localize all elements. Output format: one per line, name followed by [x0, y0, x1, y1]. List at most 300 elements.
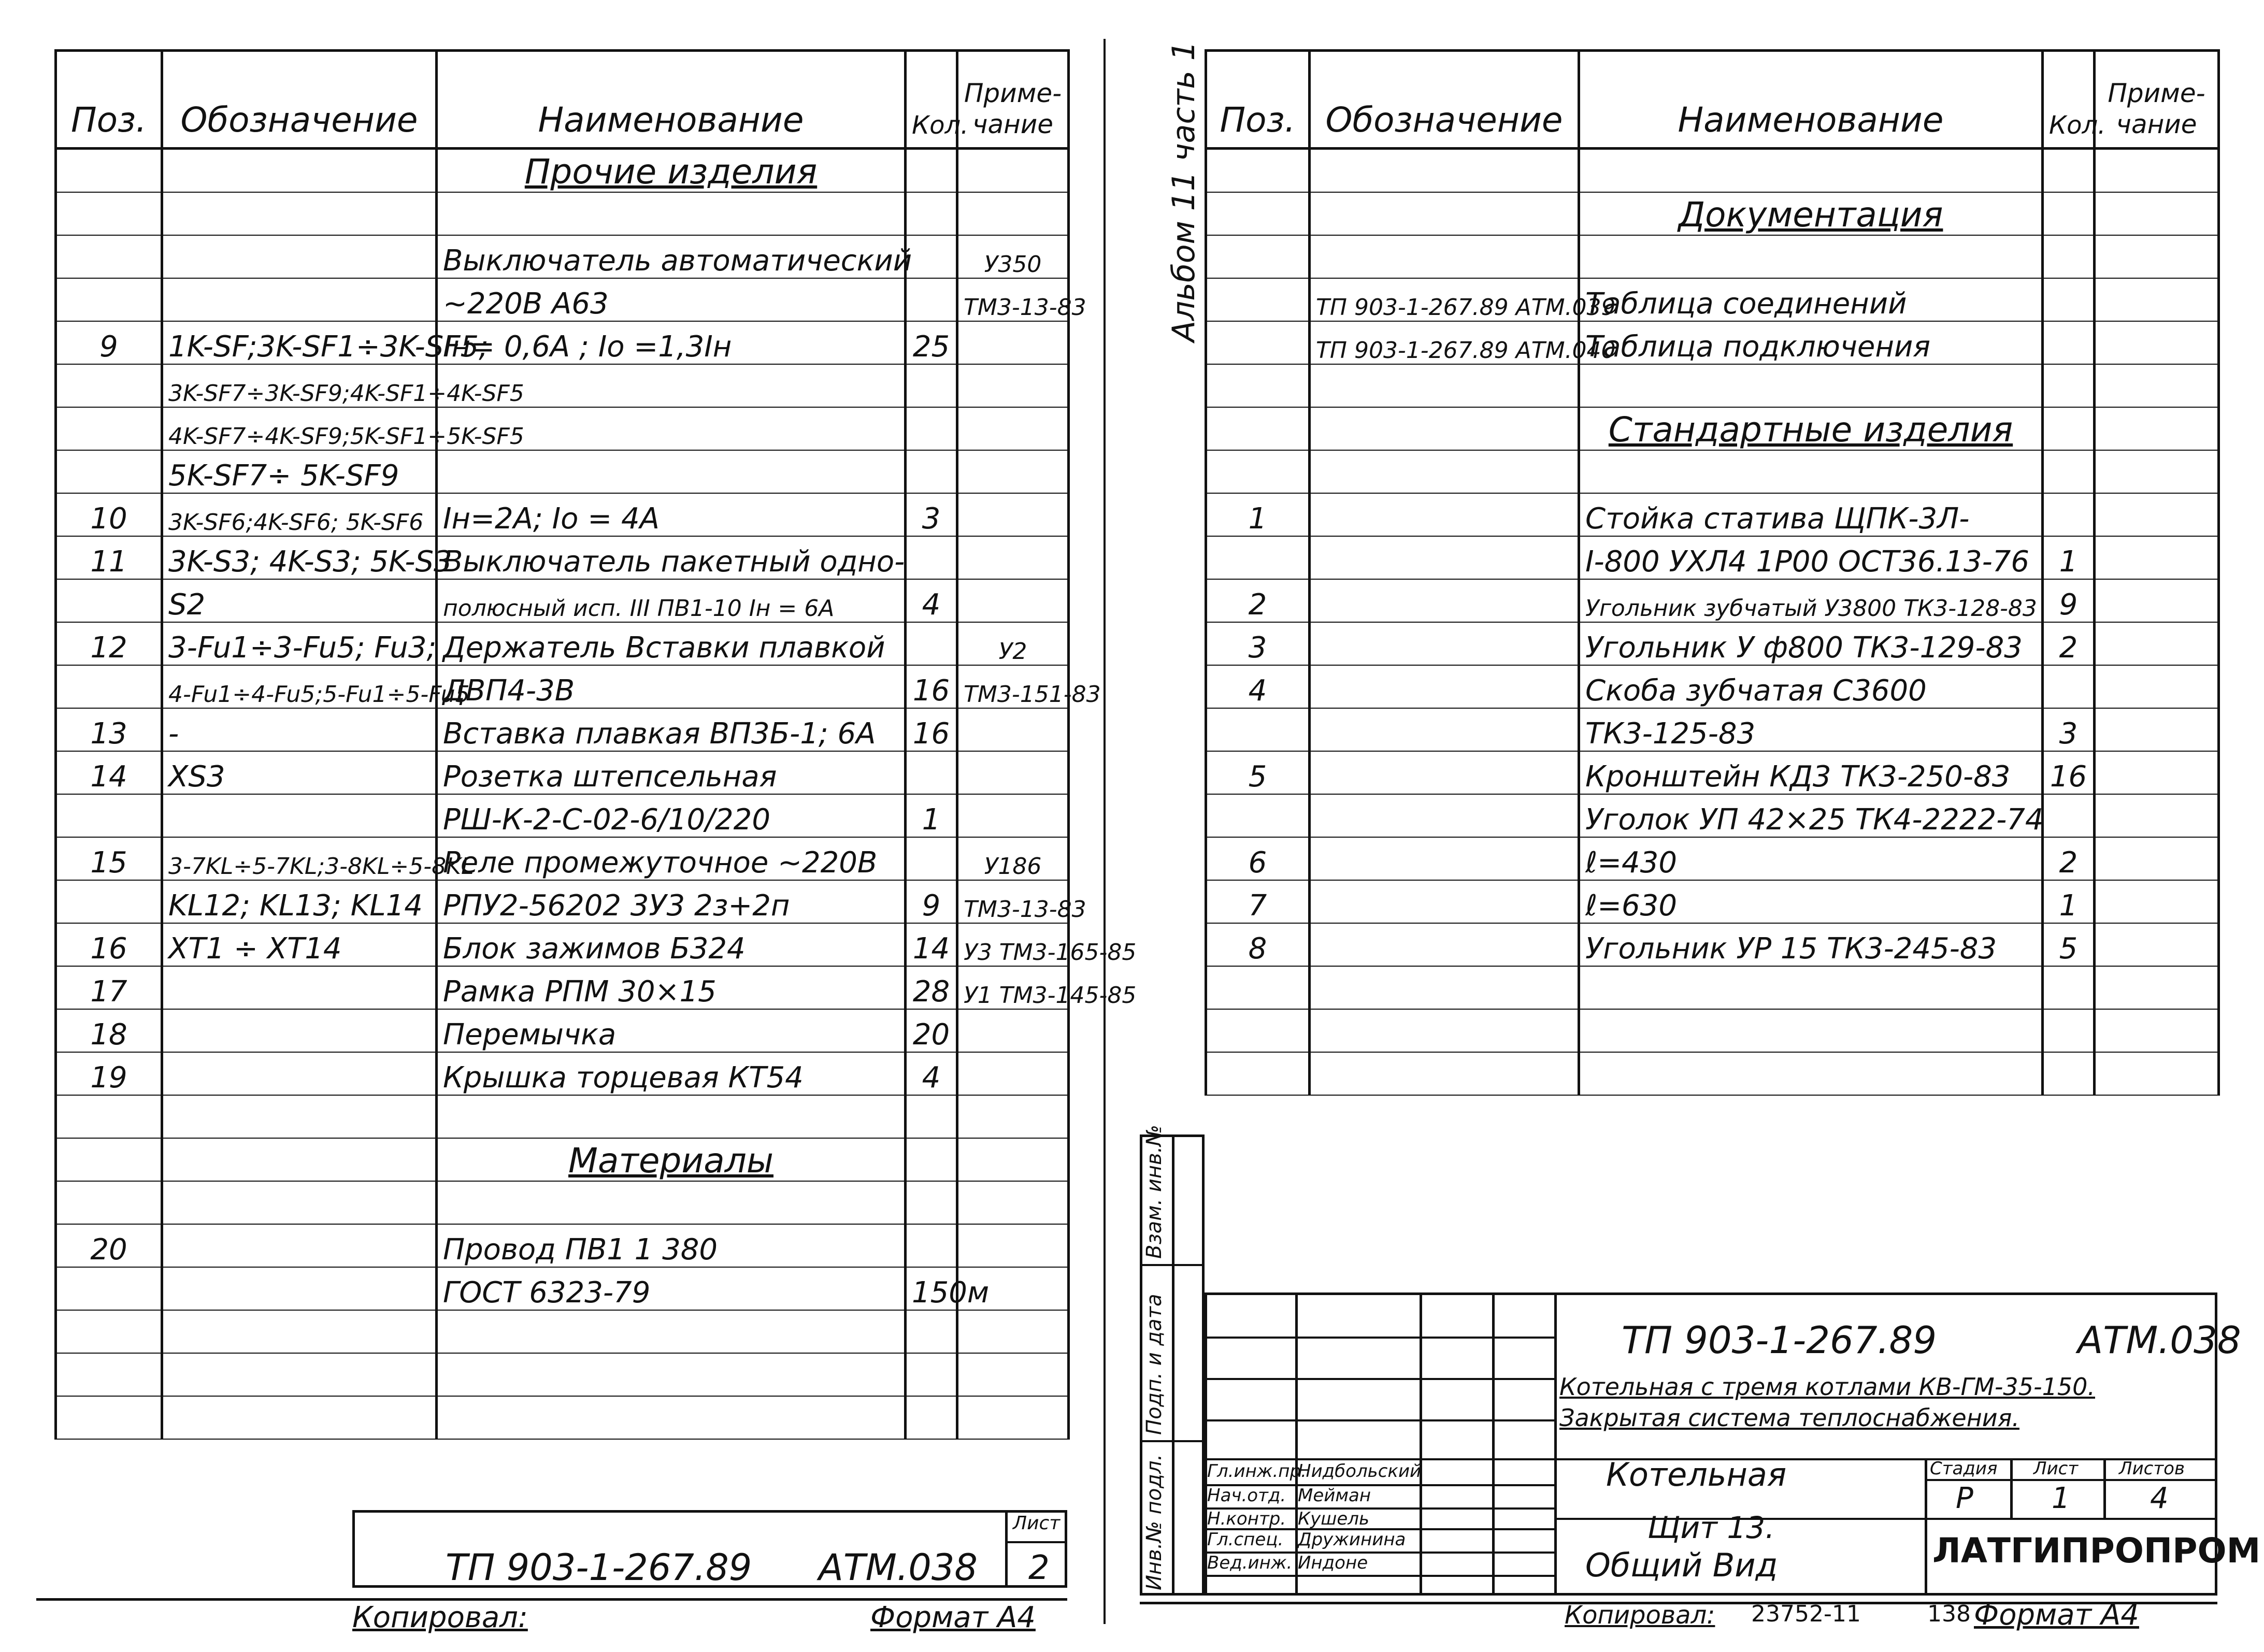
table-row — [56, 1353, 1069, 1396]
cell-name: Iн= 0,6А ; Iо =1,3Iн — [437, 321, 906, 364]
table-row — [1206, 923, 2219, 966]
table-row — [56, 1224, 1069, 1267]
cell-note — [957, 536, 1069, 579]
cell-name — [1579, 1052, 2043, 1095]
cell-note — [957, 1095, 1069, 1138]
table-row — [56, 149, 1069, 193]
cell-note — [2095, 708, 2219, 751]
header-pos: Поз. — [56, 51, 162, 149]
cell-qty — [2043, 364, 2095, 407]
cell-note — [957, 751, 1069, 794]
cell-name: Перемычка — [437, 1009, 906, 1052]
cell-des — [162, 192, 437, 235]
side-label-inv: Инв.№ подл. — [1142, 1454, 1166, 1590]
cell-pos — [56, 880, 162, 923]
cell-pos — [1206, 321, 1310, 364]
cell-name: Документация — [1579, 192, 2043, 235]
cell-qty: 16 — [906, 708, 957, 751]
project-title-2: Закрытая система теплоснабжения. — [1559, 1404, 2019, 1432]
cell-name: Стандартные изделия — [1579, 407, 2043, 450]
cell-note — [957, 149, 1069, 193]
cell-qty: 150м — [906, 1267, 957, 1310]
cell-qty — [906, 1138, 957, 1181]
cell-des — [162, 1052, 437, 1095]
r-header-pos: Поз. — [1206, 51, 1310, 149]
table-row — [56, 278, 1069, 321]
table-row — [56, 1138, 1069, 1181]
cell-name: Угольник УР 15 ТК3-245-83 — [1579, 923, 2043, 966]
table-row — [56, 1396, 1069, 1439]
cell-name: Вставка плавкая ВП3Б-1; 6А — [437, 708, 906, 751]
cell-note — [2095, 1009, 2219, 1052]
cell-des — [162, 794, 437, 837]
cell-note — [2095, 407, 2219, 450]
table-row — [56, 364, 1069, 407]
cell-des — [162, 1138, 437, 1181]
table-row — [56, 1267, 1069, 1310]
cell-note — [957, 364, 1069, 407]
header-qty: Кол. — [906, 51, 957, 149]
cell-pos — [56, 450, 162, 493]
cell-des — [1310, 235, 1579, 278]
right-spec-table — [1205, 49, 2220, 1096]
cell-des: XT1 ÷ XT14 — [162, 923, 437, 966]
cell-qty: 3 — [906, 493, 957, 536]
cell-name: Выключатель автоматический — [437, 235, 906, 278]
cell-pos — [1206, 407, 1310, 450]
cell-qty — [906, 235, 957, 278]
cell-note — [957, 450, 1069, 493]
approver-role: Нач.отд. — [1207, 1485, 1286, 1506]
cell-name: Iн=2А; Iо = 4А — [437, 493, 906, 536]
table-row — [56, 192, 1069, 235]
cell-note — [2095, 278, 2219, 321]
cell-qty — [906, 1181, 957, 1224]
cell-name — [437, 1396, 906, 1439]
cell-name: РПУ2-56202 3У3 2з+2п — [437, 880, 906, 923]
cell-pos — [56, 665, 162, 708]
table-row — [1206, 579, 2219, 622]
cell-qty — [2043, 794, 2095, 837]
table-row — [1206, 794, 2219, 837]
cell-note — [2095, 579, 2219, 622]
cell-note — [957, 1138, 1069, 1181]
cell-des — [162, 1267, 437, 1310]
table-row — [56, 880, 1069, 923]
cell-name — [437, 1353, 906, 1396]
cell-name: Блок зажимов Б324 — [437, 923, 906, 966]
cell-pos — [1206, 536, 1310, 579]
cell-qty — [906, 1396, 957, 1439]
cell-qty — [906, 622, 957, 665]
table-row — [56, 1181, 1069, 1224]
cell-qty — [2043, 192, 2095, 235]
cell-pos — [1206, 794, 1310, 837]
cell-note — [2095, 1052, 2219, 1095]
cell-pos — [56, 364, 162, 407]
cell-qty — [2043, 1052, 2095, 1095]
sheet-divider — [1104, 39, 1106, 1624]
cell-pos — [56, 407, 162, 450]
table-row — [56, 1095, 1069, 1138]
approver-role: Гл.спец. — [1207, 1529, 1284, 1550]
drawing-name-1: Щит 13. — [1647, 1510, 1775, 1545]
sheet-number: 138 — [1927, 1601, 1971, 1627]
cell-qty: 28 — [906, 966, 957, 1009]
cell-note — [2095, 880, 2219, 923]
cell-qty: 25 — [906, 321, 957, 364]
stage-value: Р — [1956, 1482, 1973, 1515]
table-row — [1206, 149, 2219, 193]
cell-des — [1310, 622, 1579, 665]
cell-qty: 20 — [906, 1009, 957, 1052]
cell-note: У186 — [957, 837, 1069, 880]
cell-qty — [2043, 407, 2095, 450]
left-spec-table — [54, 49, 1137, 1440]
stage-label: Стадия — [1930, 1458, 1998, 1479]
side-label-replace: Взам. инв.№ — [1142, 1125, 1166, 1259]
cell-name — [1579, 364, 2043, 407]
cell-name: Кронштейн КД3 ТК3-250-83 — [1579, 751, 2043, 794]
cell-des — [162, 1181, 437, 1224]
cell-note — [957, 1224, 1069, 1267]
cell-name: Угольник зубчатый У3800 ТК3-128-83 — [1579, 579, 2043, 622]
table-row — [56, 493, 1069, 536]
table-row — [56, 751, 1069, 794]
r-header-name: Наименование — [1579, 51, 2043, 149]
cell-des — [162, 1310, 437, 1353]
approver-name: Индоне — [1298, 1553, 1368, 1573]
cell-qty — [2043, 149, 2095, 193]
cell-pos: 8 — [1206, 923, 1310, 966]
cell-name: Скоба зубчатая С3600 — [1579, 665, 2043, 708]
cell-pos: 2 — [1206, 579, 1310, 622]
table-row — [56, 1310, 1069, 1353]
cell-qty: 3 — [2043, 708, 2095, 751]
cell-qty — [906, 192, 957, 235]
cell-note — [2095, 235, 2219, 278]
cell-pos: 17 — [56, 966, 162, 1009]
cell-qty: 14 — [906, 923, 957, 966]
cell-des: XS3 — [162, 751, 437, 794]
table-row — [56, 966, 1069, 1009]
cell-note: ТМ3-13-83 — [957, 278, 1069, 321]
sheet-label: Лист — [2033, 1458, 2079, 1479]
cell-qty — [906, 450, 957, 493]
cell-note — [2095, 665, 2219, 708]
cell-note — [957, 192, 1069, 235]
r-header-note: Приме- чание — [2095, 51, 2219, 149]
cell-des — [1310, 665, 1579, 708]
cell-qty: 9 — [2043, 579, 2095, 622]
cell-note: У350 — [957, 235, 1069, 278]
cell-des — [1310, 751, 1579, 794]
table-row — [56, 450, 1069, 493]
cell-qty — [2043, 278, 2095, 321]
cell-pos — [56, 1310, 162, 1353]
cell-pos — [56, 579, 162, 622]
table-row — [1206, 1052, 2219, 1095]
cell-name: Стойка статива ЩПК-3Л- — [1579, 493, 2043, 536]
cell-name — [437, 1095, 906, 1138]
cell-pos: 7 — [1206, 880, 1310, 923]
approver-role: Гл.инж.пр. — [1207, 1461, 1307, 1482]
cell-des — [162, 149, 437, 193]
table-row — [1206, 235, 2219, 278]
table-row — [56, 579, 1069, 622]
cell-qty — [2043, 665, 2095, 708]
approver-name: Мейман — [1298, 1485, 1371, 1506]
cell-name — [1579, 966, 2043, 1009]
cell-note — [2095, 622, 2219, 665]
cell-qty — [906, 1095, 957, 1138]
drawing-name-2: Общий Вид — [1585, 1546, 1778, 1584]
cell-des — [162, 235, 437, 278]
cell-pos — [56, 1267, 162, 1310]
cell-name: ДВП4-3В — [437, 665, 906, 708]
table-row — [1206, 1009, 2219, 1052]
cell-des: KL12; KL13; KL14 — [162, 880, 437, 923]
cell-name: Рамка РПМ 30×15 — [437, 966, 906, 1009]
cell-pos — [1206, 192, 1310, 235]
header-name: Наименование — [437, 51, 906, 149]
cell-note — [2095, 794, 2219, 837]
cell-name — [1579, 235, 2043, 278]
cell-qty — [906, 536, 957, 579]
album-label: Альбом 11 часть 1 — [1166, 41, 1202, 342]
cell-pos: 11 — [56, 536, 162, 579]
cell-qty — [906, 1353, 957, 1396]
table-row — [1206, 364, 2219, 407]
cell-pos — [56, 192, 162, 235]
cell-note — [957, 1181, 1069, 1224]
table-row — [56, 321, 1069, 364]
cell-name — [437, 1310, 906, 1353]
table-row — [1206, 751, 2219, 794]
cell-des — [1310, 794, 1579, 837]
approver-role: Н.контр. — [1207, 1509, 1286, 1529]
cell-des — [1310, 837, 1579, 880]
cell-des: 1K-SF;3K-SF1÷3K-SF5; — [162, 321, 437, 364]
cell-qty: 16 — [906, 665, 957, 708]
cell-name: ГОСТ 6323-79 — [437, 1267, 906, 1310]
cell-name: Таблица подключения — [1579, 321, 2043, 364]
cell-pos: 16 — [56, 923, 162, 966]
cell-qty — [906, 1310, 957, 1353]
cell-qty: 2 — [2043, 622, 2095, 665]
left-stamp-sheet: 2 — [1028, 1549, 1050, 1587]
cell-name: Уголок УП 42×25 ТК4-2222-74 — [1579, 794, 2043, 837]
cell-des: - — [162, 708, 437, 751]
cell-des — [162, 966, 437, 1009]
cell-name: Прочие изделия — [437, 149, 906, 193]
cell-qty — [906, 837, 957, 880]
approver-name: Дружинина — [1298, 1529, 1406, 1550]
cell-note — [2095, 751, 2219, 794]
approver-role: Вед.инж. — [1207, 1553, 1293, 1573]
cell-note — [2095, 192, 2219, 235]
cell-pos: 5 — [1206, 751, 1310, 794]
cell-note — [2095, 450, 2219, 493]
cell-des — [1310, 880, 1579, 923]
cell-note — [957, 493, 1069, 536]
cell-name — [437, 450, 906, 493]
approver-name: Нидбольский — [1298, 1461, 1422, 1482]
cell-des — [1310, 1052, 1579, 1095]
cell-note — [2095, 364, 2219, 407]
table-row — [1206, 708, 2219, 751]
r-header-qty: Кол. — [2043, 51, 2095, 149]
cell-pos: 13 — [56, 708, 162, 751]
sheets-label: Листов — [2119, 1458, 2185, 1479]
cell-des: 3-Fu1÷3-Fu5; Fu3; — [162, 622, 437, 665]
cell-note — [957, 1009, 1069, 1052]
cell-pos — [56, 278, 162, 321]
table-row — [1206, 837, 2219, 880]
cell-note — [2095, 923, 2219, 966]
cell-pos — [1206, 235, 1310, 278]
cell-note: ТМ3-151-83 — [957, 665, 1069, 708]
cell-des: ТП 903-1-267.89 АТМ.039 — [1310, 278, 1579, 321]
cell-name: Выключатель пакетный одно- — [437, 536, 906, 579]
table-row — [56, 1052, 1069, 1095]
cell-pos — [56, 1095, 162, 1138]
cell-pos: 14 — [56, 751, 162, 794]
cell-name: Провод ПВ1 1 380 — [437, 1224, 906, 1267]
cell-pos — [56, 1396, 162, 1439]
cell-des — [162, 278, 437, 321]
cell-pos: 4 — [1206, 665, 1310, 708]
table-row — [56, 235, 1069, 278]
cell-note: У2 — [957, 622, 1069, 665]
cell-des — [1310, 923, 1579, 966]
left-copied: Копировал: — [352, 1601, 528, 1634]
cell-qty — [906, 1224, 957, 1267]
cell-qty: 1 — [906, 794, 957, 837]
cell-des — [1310, 579, 1579, 622]
cell-des: 3K-S3; 4K-S3; 5K-S3 — [162, 536, 437, 579]
cell-pos — [56, 1353, 162, 1396]
cell-name: ТК3-125-83 — [1579, 708, 2043, 751]
cell-qty: 4 — [906, 1052, 957, 1095]
cell-note — [957, 407, 1069, 450]
cell-note — [957, 1396, 1069, 1439]
cell-name: Угольник У ф800 ТК3-129-83 — [1579, 622, 2043, 665]
cell-name: ℓ=430 — [1579, 837, 2043, 880]
cell-pos: 18 — [56, 1009, 162, 1052]
cell-des — [162, 1095, 437, 1138]
cell-name — [437, 1181, 906, 1224]
cell-qty — [2043, 235, 2095, 278]
cell-pos — [1206, 708, 1310, 751]
right-format: Формат А4 — [1974, 1598, 2139, 1632]
table-row — [1206, 278, 2219, 321]
table-row — [56, 536, 1069, 579]
cell-des: S2 — [162, 579, 437, 622]
cell-name — [1579, 1009, 2043, 1052]
cell-note — [2095, 149, 2219, 193]
cell-pos — [1206, 1009, 1310, 1052]
side-label-sign: Подп. и дата — [1142, 1294, 1166, 1435]
cell-pos — [56, 1181, 162, 1224]
table-row — [56, 407, 1069, 450]
cell-note: У1 ТМ3-145-85 — [957, 966, 1069, 1009]
cell-name: ℓ=630 — [1579, 880, 2043, 923]
cell-des — [1310, 708, 1579, 751]
cell-pos: 3 — [1206, 622, 1310, 665]
table-row — [1206, 665, 2219, 708]
table-row — [56, 837, 1069, 880]
cell-name: Держатель Вставки плавкой — [437, 622, 906, 665]
order-number: 23752-11 — [1751, 1601, 1861, 1627]
cell-pos — [56, 149, 162, 193]
cell-des — [1310, 364, 1579, 407]
project-title-1: Котельная с тремя котлами КВ-ГМ-35-150. — [1559, 1373, 2095, 1401]
r-header-designation: Обозначение — [1310, 51, 1579, 149]
cell-des: 3-7KL÷5-7KL;3-8KL÷5-8KL — [162, 837, 437, 880]
org-name: ЛАТГИПРОПРОМ — [1932, 1531, 2261, 1571]
cell-name: ~220В А63 — [437, 278, 906, 321]
cell-name: Материалы — [437, 1138, 906, 1181]
cell-name: Реле промежуточное ~220В — [437, 837, 906, 880]
table-row — [56, 923, 1069, 966]
cell-pos: 9 — [56, 321, 162, 364]
table-row — [1206, 880, 2219, 923]
cell-qty — [906, 278, 957, 321]
cell-name — [1579, 450, 2043, 493]
table-row — [1206, 966, 2219, 1009]
cell-des: ТП 903-1-267.89 АТМ.040 — [1310, 321, 1579, 364]
cell-pos — [56, 235, 162, 278]
cell-qty — [2043, 321, 2095, 364]
cell-qty — [2043, 1009, 2095, 1052]
cell-des — [1310, 493, 1579, 536]
cell-des — [162, 1353, 437, 1396]
cell-note — [2095, 493, 2219, 536]
cell-name: полюсный исп. III ПВ1-10 Iн = 6А — [437, 579, 906, 622]
table-row — [1206, 493, 2219, 536]
header-note: Приме- чание — [957, 51, 1069, 149]
cell-note — [957, 794, 1069, 837]
cell-qty: 9 — [906, 880, 957, 923]
cell-pos: 20 — [56, 1224, 162, 1267]
table-row — [1206, 192, 2219, 235]
cell-note — [2095, 536, 2219, 579]
cell-des — [1310, 536, 1579, 579]
cell-pos — [1206, 364, 1310, 407]
cell-des — [162, 1224, 437, 1267]
cell-pos — [56, 794, 162, 837]
cell-pos: 10 — [56, 493, 162, 536]
cell-note: ТМ3-13-83 — [957, 880, 1069, 923]
cell-des — [1310, 407, 1579, 450]
cell-des: 4-Fu1÷4-Fu5;5-Fu1÷5-Fu5 — [162, 665, 437, 708]
cell-note — [957, 1052, 1069, 1095]
table-row — [56, 665, 1069, 708]
cell-pos — [1206, 278, 1310, 321]
cell-pos — [1206, 450, 1310, 493]
cell-name: РШ-К-2-С-02-6/10/220 — [437, 794, 906, 837]
right-stamp-doc: АТМ.038 — [2077, 1318, 2241, 1362]
sheet-value: 1 — [2052, 1482, 2070, 1515]
cell-des — [162, 1396, 437, 1439]
cell-des — [1310, 1009, 1579, 1052]
table-row — [56, 1009, 1069, 1052]
cell-qty — [906, 751, 957, 794]
cell-qty — [2043, 493, 2095, 536]
cell-note — [957, 708, 1069, 751]
table-row — [1206, 622, 2219, 665]
